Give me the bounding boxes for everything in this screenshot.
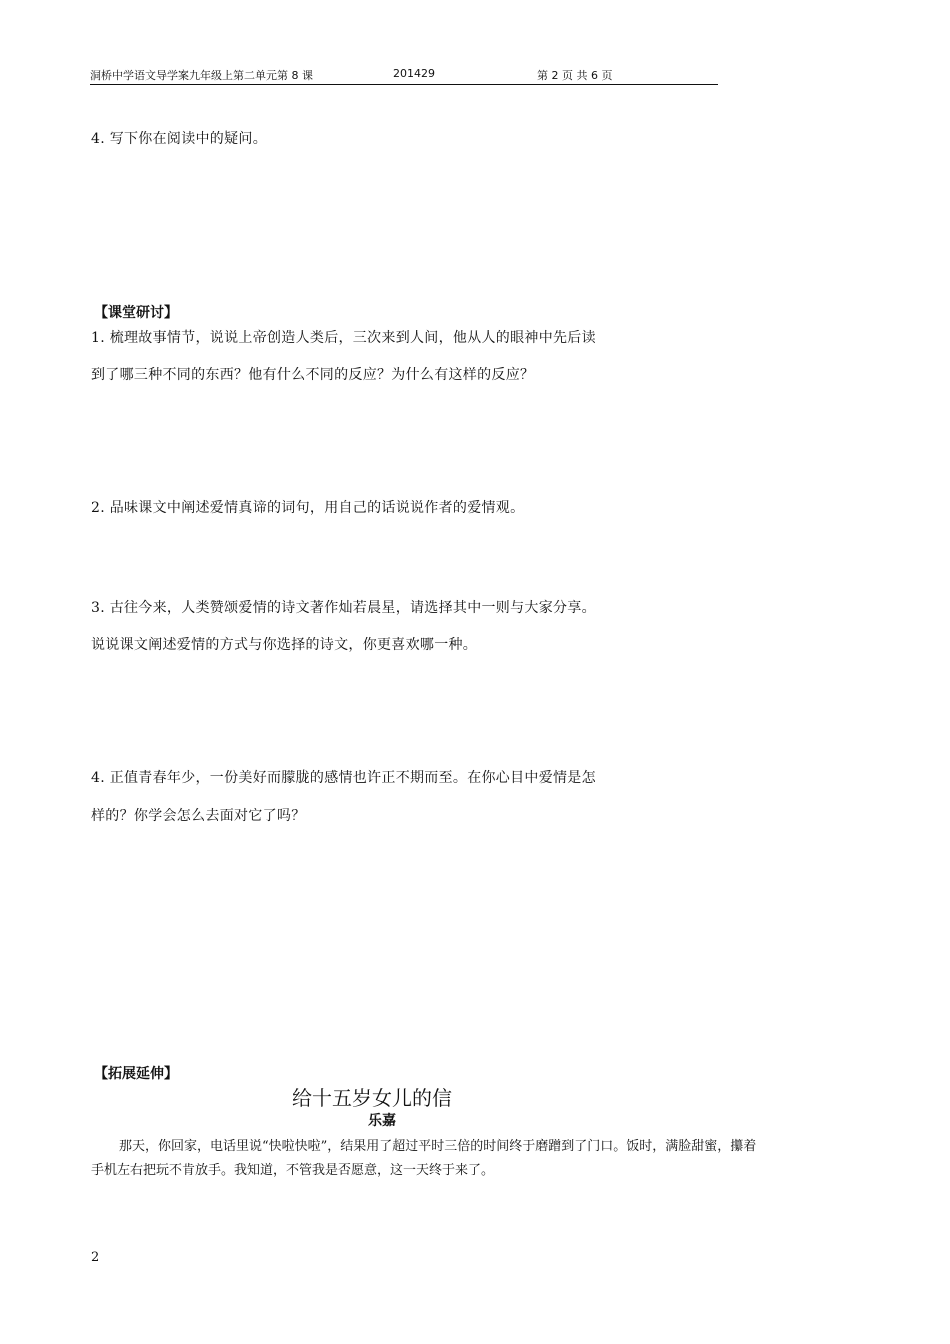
header-page-info: 第 2 页 共 6 页 (537, 69, 613, 82)
page-number: 2 (91, 1250, 100, 1265)
header-date: 201429 (393, 67, 435, 80)
classroom-q4-line1: 4. 正值青春年少，一份美好而朦胧的感情也许正不期而至。在你心目中爱情是怎 (91, 770, 596, 786)
classroom-q3-line2: 说说课文阐述爱情的方式与你选择的诗文，你更喜欢哪一种。 (91, 637, 478, 653)
article-author: 乐嘉 (368, 1113, 396, 1129)
classroom-q1-line1: 1. 梳理故事情节，说说上帝创造人类后，三次来到人间，他从人的眼神中先后读 (91, 330, 596, 346)
classroom-q2: 2. 品味课文中阐述爱情真谛的词句，用自己的话说说作者的爱情观。 (91, 500, 525, 516)
article-paragraph: 那天，你回家，电话里说“快啦快啦”，结果用了超过平时三倍的时间终于磨蹭到了门口。饭时，满脸甜蜜，攥着手机左右把玩不肯放手。我知道，不管我是否愿意，这一天终于来了。 (91, 1139, 757, 1178)
classroom-heading: 【课堂研讨】 (94, 305, 178, 321)
article-title: 给十五岁女儿的信 (292, 1086, 452, 1110)
extension-heading: 【拓展延伸】 (94, 1066, 178, 1082)
classroom-q4-line2: 样的？你学会怎么去面对它了吗？ (91, 808, 306, 824)
page-header (90, 64, 718, 85)
pre-question-4: 4. 写下你在阅读中的疑问。 (91, 131, 268, 147)
classroom-q1-line2: 到了哪三种不同的东西？他有什么不同的反应？为什么有这样的反应？ (91, 367, 535, 383)
classroom-q3-line1: 3. 古往今来，人类赞颂爱情的诗文著作灿若晨星，请选择其中一则与大家分享。 (91, 600, 596, 616)
header-title: 洞桥中学语文导学案九年级上第二单元第 8 课 (90, 69, 313, 82)
